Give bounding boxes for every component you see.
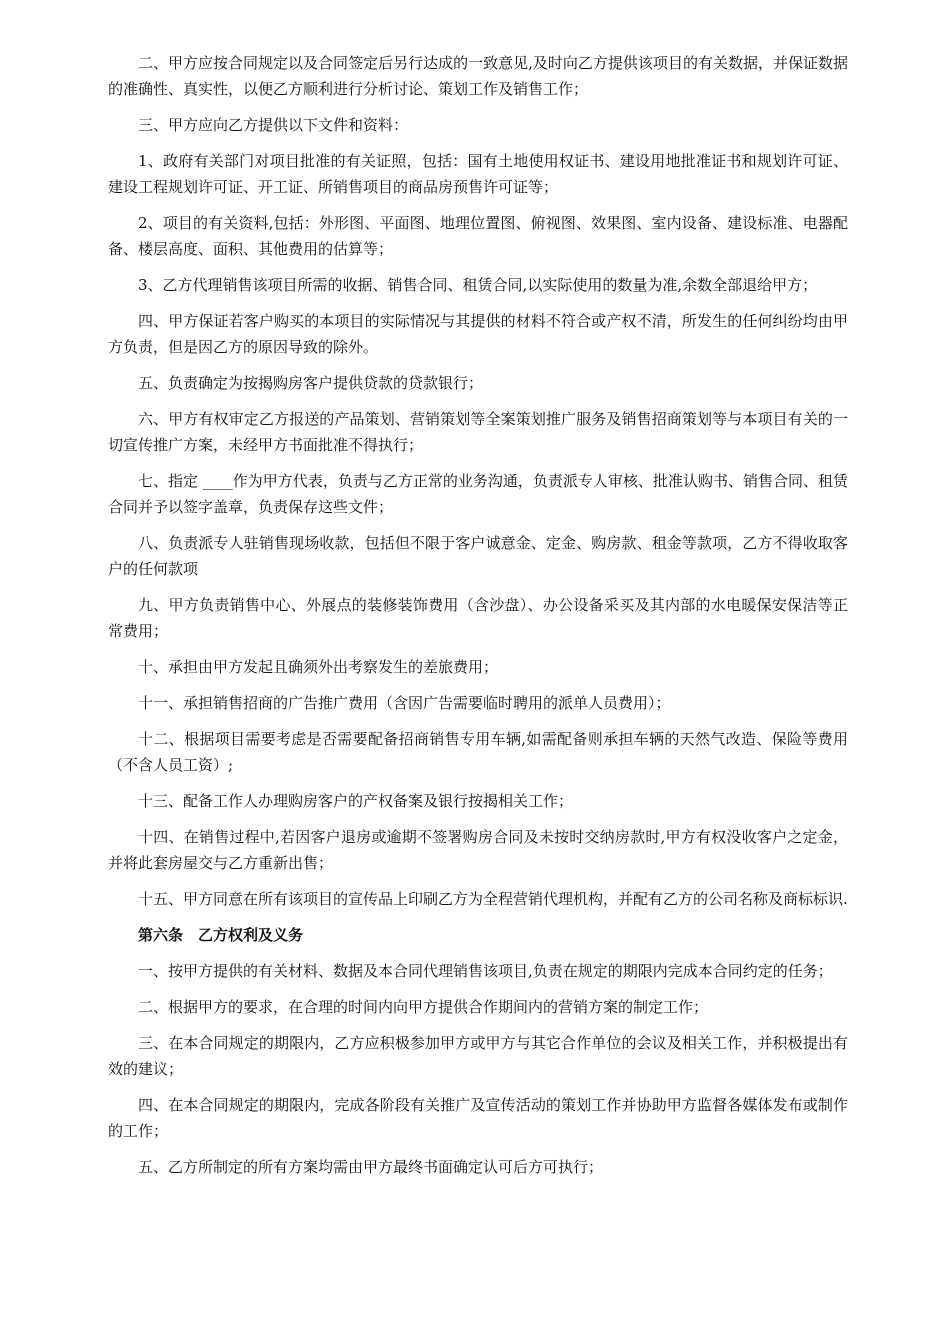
- paragraph-s5-6: 六、甲方有权审定乙方报送的产品策划、营销策划等全案策划推广服务及销售招商策划等与本项目有关的一切宣传推广方案，未经甲方书面批准不得执行；: [108, 410, 848, 454]
- paragraph-s6-5: 五、乙方所制定的所有方案均需由甲方最终书面确定认可后方可执行；: [138, 1158, 604, 1176]
- paragraph-s6-1: 一、按甲方提供的有关材料、数据及本合同代理销售该项目,负责在规定的期限内完成本合同约定的任务；: [138, 962, 833, 980]
- paragraph-s5-11: 十一、承担销售招商的广告推广费用（含因广告需要临时聘用的派单人员费用）；: [138, 694, 671, 712]
- paragraph-s5-3-2: 2、项目的有关资料,包括：外形图、平面图、地理位置图、俯视图、效果图、室内设备、建设标准、电器配备、楼层高度、面积、其他费用的估算等；: [108, 214, 848, 258]
- paragraph-s5-2: 二、甲方应按合同规定以及合同签定后另行达成的一致意见,及时向乙方提供该项目的有关数据，并保证数据的准确性、真实性，以便乙方顺利进行分析讨论、策划工作及销售工作；: [108, 54, 848, 98]
- paragraph-s5-3: 三、甲方应向乙方提供以下文件和资料：: [138, 116, 409, 134]
- paragraph-s5-9: 九、甲方负责销售中心、外展点的装修装饰费用（含沙盘）、办公设备采买及其内部的水电暖保安保洁等正常费用；: [108, 596, 848, 640]
- paragraph-s5-12: 十二、根据项目需要考虑是否需要配备招商销售专用车辆,如需配备则承担车辆的天然气改造、保险等费用（不含人员工资）;: [108, 730, 848, 774]
- paragraph-s5-4: 四、甲方保证若客户购买的本项目的实际情况与其提供的材料不符合或产权不清，所发生的任何纠纷均由甲方负责，但是因乙方的原因导致的除外。: [108, 312, 848, 356]
- paragraph-s5-13: 十三、配备工作人办理购房客户的产权备案及银行按揭相关工作；: [138, 792, 574, 810]
- paragraph-s5-10: 十、承担由甲方发起且确须外出考察发生的差旅费用；: [138, 658, 499, 676]
- paragraph-s6-4: 四、在本合同规定的期限内，完成各阶段有关推广及宣传活动的策划工作并协助甲方监督各媒体发布或制作的工作；: [108, 1096, 848, 1140]
- paragraph-s5-15: 十五、甲方同意在所有该项目的宣传品上印刷乙方为全程营销代理机构，并配有乙方的公司名称及商标标识.: [138, 890, 848, 908]
- paragraph-s5-3-1: 1、政府有关部门对项目批准的有关证照，包括：国有土地使用权证书、建设用地批准证书和规划许可证、建设工程规划许可证、开工证、所销售项目的商品房预售许可证等；: [108, 152, 848, 196]
- paragraph-s5-3-3: 3、乙方代理销售该项目所需的收据、销售合同、租赁合同,以实际使用的数量为准,余数全部退给甲方；: [138, 276, 818, 294]
- document-page: [108, 50, 848, 1190]
- section-6-heading: 第六条 乙方权利及义务: [138, 926, 304, 944]
- paragraph-s5-8: 八、负责派专人驻销售现场收款，包括但不限于客户诚意金、定金、购房款、租金等款项，乙方不得收取客户的任何款项: [108, 534, 848, 578]
- paragraph-s6-2: 二、根据甲方的要求，在合理的时间内向甲方提供合作期间内的营销方案的制定工作；: [138, 998, 709, 1016]
- paragraph-s5-7: 七、指定 ____作为甲方代表，负责与乙方正常的业务沟通，负责派专人审核、批准认购书、销售合同、租赁合同并予以签字盖章，负责保存这些文件；: [108, 472, 848, 516]
- paragraph-s6-3: 三、在本合同规定的期限内，乙方应积极参加甲方或甲方与其它合作单位的会议及相关工作，并积极提出有效的建议；: [108, 1034, 848, 1078]
- paragraph-s5-5: 五、负责确定为按揭购房客户提供贷款的贷款银行；: [138, 374, 484, 392]
- paragraph-s5-14: 十四、在销售过程中,若因客户退房或逾期不签署购房合同及未按时交纳房款时,甲方有权没收客户之定金，并将此套房屋交与乙方重新出售；: [108, 828, 848, 872]
